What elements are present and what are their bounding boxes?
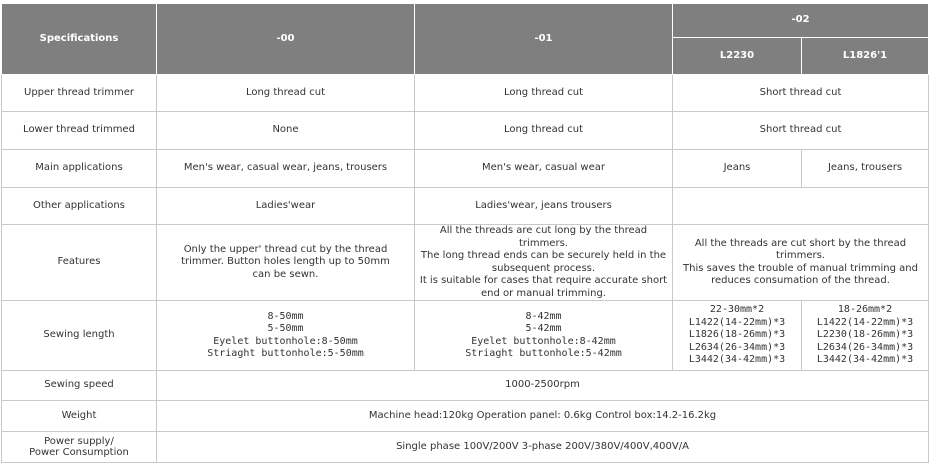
cell-lower-02: Short thread cut (673, 112, 929, 150)
cell-lower-01: Long thread cut (415, 112, 673, 150)
cell-other-02 (673, 188, 929, 225)
cell-power: Single phase 100V/200V 3-phase 200V/380V/400V,400V/A (157, 432, 929, 463)
cell-upper-01: Long thread cut (415, 75, 673, 112)
specifications-table (1, 3, 929, 463)
header-col-02: -02 (673, 4, 929, 38)
cell-features-02: All the threads are cut short by the thread trimmers. This saves the trouble of manual trimming and reduces consumation of the thread. (673, 225, 929, 301)
table-row (2, 188, 929, 225)
cell-features-01: All the threads are cut long by the thread trimmers. The long thread ends can be securely held in the subsequent process. It is suitable for cases that require accurate short end or manual trimming. (415, 225, 673, 301)
cell-main-01: Men's wear, casual wear (415, 150, 673, 188)
cell-speed: 1000-2500rpm (157, 371, 929, 401)
header-sub-l2230: L2230 (673, 38, 802, 75)
cell-lower-00: None (157, 112, 415, 150)
table-row (2, 401, 929, 432)
cell-length-02b: 18-26mm*2 L1422(14-22mm)*3 L2230(18-26mm)*3 L2634(26-34mm)*3 L3442(34-42mm)*3 (802, 301, 929, 371)
table-row (2, 225, 929, 301)
row-label-speed: Sewing speed (2, 371, 157, 401)
cell-upper-00: Long thread cut (157, 75, 415, 112)
table-row (2, 112, 929, 150)
header-specifications: Specifications (2, 4, 157, 75)
cell-length-02a: 22-30mm*2 L1422(14-22mm)*3 L1826(18-26mm)*3 L2634(26-34mm)*3 L3442(34-42mm)*3 (673, 301, 802, 371)
cell-length-00: 8-50mm 5-50mm Eyelet buttonhole:8-50mm Striaght buttonhole:5-50mm (157, 301, 415, 371)
table-row (2, 301, 929, 371)
row-label-main: Main applications (2, 150, 157, 188)
row-label-weight: Weight (2, 401, 157, 432)
cell-other-01: Ladies'wear, jeans trousers (415, 188, 673, 225)
cell-main-00: Men's wear, casual wear, jeans, trousers (157, 150, 415, 188)
cell-length-01: 8-42mm 5-42mm Eyelet buttonhole:8-42mm Striaght buttonhole:5-42mm (415, 301, 673, 371)
row-label-sewing-length: Sewing length (2, 301, 157, 371)
cell-upper-02: Short thread cut (673, 75, 929, 112)
header-col-01: -01 (415, 4, 673, 75)
row-label-lower: Lower thread trimmed (2, 112, 157, 150)
table-row (2, 371, 929, 401)
table-row (2, 150, 929, 188)
row-label-power: Power supply/ Power Consumption (2, 432, 157, 463)
table-row (2, 432, 929, 463)
header-col-00: -00 (157, 4, 415, 75)
row-label-upper: Upper thread trimmer (2, 75, 157, 112)
cell-other-00: Ladies'wear (157, 188, 415, 225)
row-label-features: Features (2, 225, 157, 301)
cell-main-02a: Jeans (673, 150, 802, 188)
cell-weight: Machine head:120kg Operation panel: 0.6kg Control box:14.2-16.2kg (157, 401, 929, 432)
row-label-other: Other applications (2, 188, 157, 225)
table-row (2, 75, 929, 112)
cell-features-00: Only the upper' thread cut by the thread trimmer. Button holes length up to 50mm can be sewn. (157, 225, 415, 301)
header-sub-l1826: L1826'1 (802, 38, 929, 75)
cell-main-02b: Jeans, trousers (802, 150, 929, 188)
